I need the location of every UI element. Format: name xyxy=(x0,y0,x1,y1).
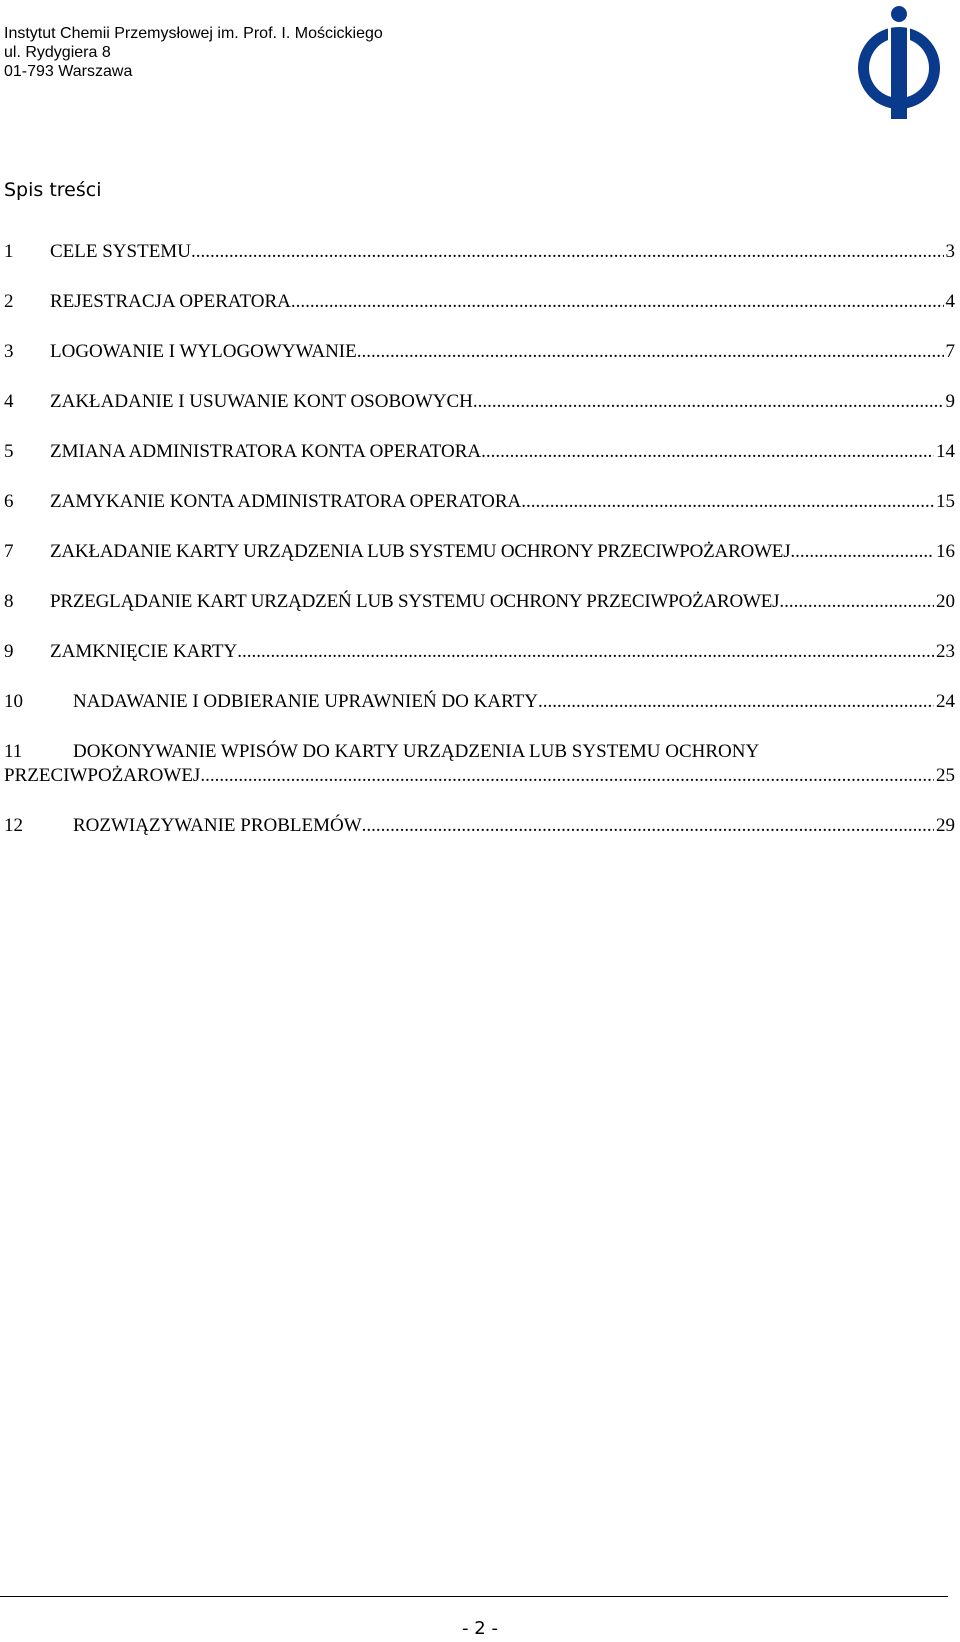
toc-entry-number: 4 xyxy=(4,391,14,412)
toc-leader-dots xyxy=(200,764,934,788)
institute-city: 01-793 Warszawa xyxy=(4,63,133,80)
toc-entry-page: 3 xyxy=(945,241,955,262)
toc-entry-number: 11 xyxy=(4,741,23,762)
toc-entry-title: CELE SYSTEMU xyxy=(50,241,191,262)
toc-leader-dots xyxy=(481,440,934,464)
toc-entry-number: 6 xyxy=(4,491,14,512)
toc-entry-title: LOGOWANIE I WYLOGOWYWANIE xyxy=(50,341,357,362)
toc-entry[interactable] xyxy=(4,540,955,564)
toc-entry-number: 12 xyxy=(4,815,23,836)
toc-entry[interactable] xyxy=(4,290,955,314)
toc-entry-title: DOKONYWANIE WPISÓW DO KARTY URZĄDZENIA LUB SYSTEMU OCHRONY xyxy=(73,741,760,762)
toc-entry-page: 29 xyxy=(936,815,955,836)
toc-entry-number: 7 xyxy=(4,541,14,562)
toc-entry-title: ZAMYKANIE KONTA ADMINISTRATORA OPERATORA xyxy=(50,491,522,512)
toc-entry-page: 9 xyxy=(945,391,955,412)
toc-leader-dots xyxy=(779,590,934,614)
toc-entry[interactable] xyxy=(4,590,955,614)
institute-header xyxy=(4,24,383,81)
toc-entry[interactable] xyxy=(4,240,955,264)
toc-leader-dots xyxy=(473,390,944,414)
toc-entry-title: ZMIANA ADMINISTRATORA KONTA OPERATORA xyxy=(50,441,482,462)
institute-street: ul. Rydygiera 8 xyxy=(4,44,111,61)
toc-entry-page: 4 xyxy=(945,291,955,312)
toc-entry-page: 16 xyxy=(936,541,955,562)
institute-logo-icon xyxy=(852,5,946,119)
toc-entry[interactable] xyxy=(4,490,955,514)
toc-entry[interactable] xyxy=(4,690,955,714)
toc-entry-number: 5 xyxy=(4,441,14,462)
footer-divider xyxy=(0,1596,948,1597)
toc-entry[interactable] xyxy=(4,814,955,838)
toc-entry[interactable] xyxy=(4,390,955,414)
toc-entry-title: NADAWANIE I ODBIERANIE UPRAWNIEŃ DO KARTY xyxy=(73,691,538,712)
toc-entry-number: 2 xyxy=(4,291,14,312)
toc-leader-dots xyxy=(191,240,944,264)
toc-entry-page: 15 xyxy=(936,491,955,512)
institute-name: Instytut Chemii Przemysłowej im. Prof. I. Mościckiego xyxy=(4,25,383,42)
toc-entry[interactable] xyxy=(4,340,955,364)
toc-leader-dots xyxy=(362,814,934,838)
toc-entry[interactable] xyxy=(4,740,955,788)
toc-title: Spis treści xyxy=(4,179,102,201)
toc-entry-number: 8 xyxy=(4,591,14,612)
toc-entry-number: 9 xyxy=(4,641,14,662)
toc-entry-page: 7 xyxy=(945,341,955,362)
toc-entry-number: 10 xyxy=(4,691,23,712)
toc-leader-dots xyxy=(291,290,944,314)
toc-entry-number: 1 xyxy=(4,241,14,262)
toc-entry-page: 24 xyxy=(936,691,955,712)
toc-leader-dots xyxy=(237,640,934,664)
page-number: - 2 - xyxy=(462,1618,498,1639)
toc-entry-title-continued: PRZECIWPOŻAROWEJ xyxy=(4,765,201,786)
toc-entry-title: ROZWIĄZYWANIE PROBLEMÓW xyxy=(73,815,362,836)
toc-entry-page: 25 xyxy=(936,765,955,786)
toc-leader-dots xyxy=(357,340,944,364)
toc-entry-title: PRZEGLĄDANIE KART URZĄDZEŃ LUB SYSTEMU OCHRONY PRZECIWPOŻAROWEJ xyxy=(50,591,780,612)
toc-entry[interactable] xyxy=(4,440,955,464)
toc-entry-page: 23 xyxy=(936,641,955,662)
toc-leader-dots xyxy=(790,540,934,564)
toc-entry[interactable] xyxy=(4,640,955,664)
toc-entry-title: ZAMKNIĘCIE KARTY xyxy=(50,641,238,662)
toc-entry-title: ZAKŁADANIE KARTY URZĄDZENIA LUB SYSTEMU OCHRONY PRZECIWPOŻAROWEJ xyxy=(50,541,791,562)
toc-entry-page: 14 xyxy=(936,441,955,462)
toc-leader-dots xyxy=(521,490,934,514)
toc-entry-number: 3 xyxy=(4,341,14,362)
toc-entry-page: 20 xyxy=(936,591,955,612)
toc-leader-dots xyxy=(538,690,934,714)
toc-entry-title: REJESTRACJA OPERATORA xyxy=(50,291,291,312)
toc-entry-title: ZAKŁADANIE I USUWANIE KONT OSOBOWYCH xyxy=(50,391,473,412)
